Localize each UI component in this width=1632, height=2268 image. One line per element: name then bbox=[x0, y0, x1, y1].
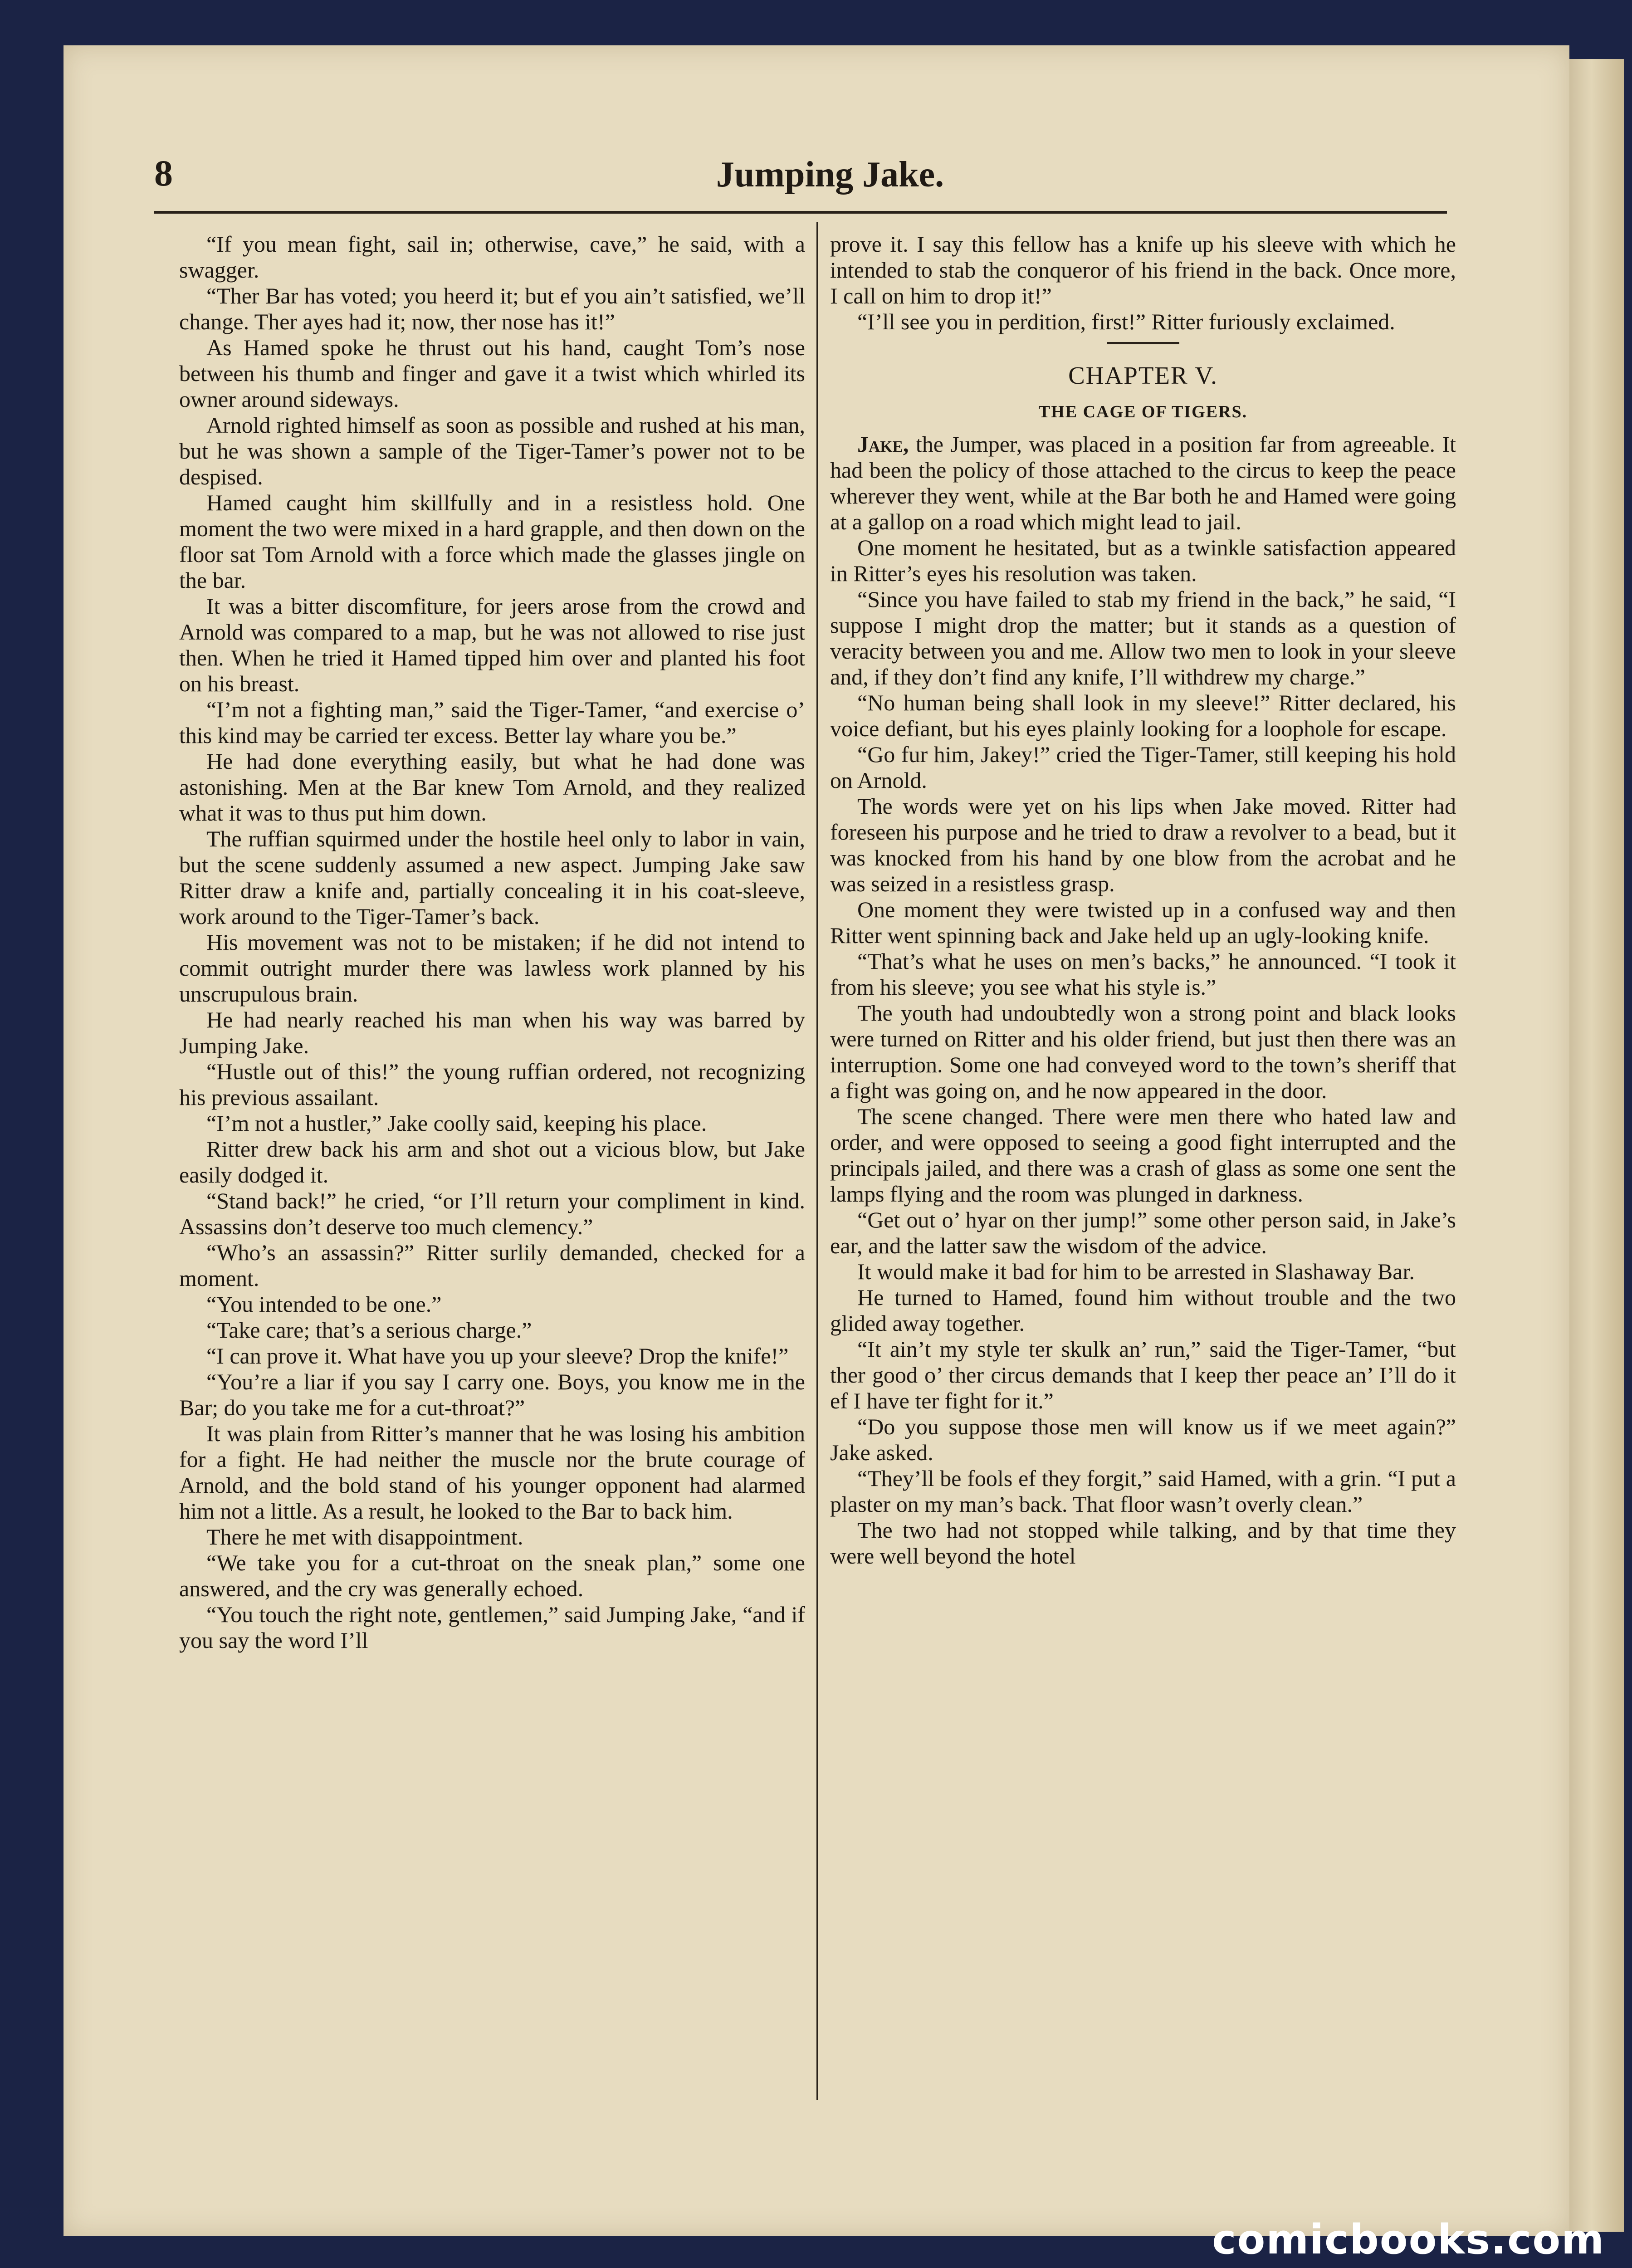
paragraph: Ritter drew back his arm and shot out a vicious blow, but Jake easily dodged it. bbox=[179, 1136, 805, 1188]
paragraph: “If you mean fight, sail in; otherwise, cave,” he said, with a swagger. bbox=[179, 231, 805, 283]
paragraph: “Do you suppose those men will know us if we meet again?” Jake asked. bbox=[830, 1414, 1456, 1465]
paragraph: Arnold righted himself as soon as possible and rushed at his man, but he was shown a sample of the Tiger-Tamer’s power not to be despised. bbox=[179, 412, 805, 489]
paragraph: Hamed caught him skillfully and in a resistless hold. One moment the two were mixed in a hard grapple, and then down on the floor sat Tom Arnold with a force which made the glasses jingle on the bar. bbox=[179, 490, 805, 593]
column-divider bbox=[816, 222, 818, 2100]
paragraph: It was a bitter discomfiture, for jeers arose from the crowd and Arnold was compared to a map, but he was not allowed to rise just then. When he tried it Hamed tipped him over and planted his foot on his breast. bbox=[179, 593, 805, 696]
chapter-opening-text: the Jumper, was placed in a position far from agreeable. It had been the policy of those attached to the circus to keep the peace wherever they went, while at the Bar both he and Hamed were going at a gallop on a road which might lead to jail. bbox=[830, 431, 1456, 534]
paragraph: His movement was not to be mistaken; if he did not intend to commit outright murder there was lawless work planned by his unscrupulous brain. bbox=[179, 929, 805, 1007]
paragraph: The ruffian squirmed under the hostile heel only to labor in vain, but the scene suddenly assumed a new aspect. Jumping Jake saw Ritter draw a knife and, partially concealing it in his coat-sleeve, work around to the Tiger-Tamer’s back. bbox=[179, 826, 805, 929]
paragraph: prove it. I say this fellow has a knife up his sleeve with which he intended to stab the conqueror of his friend in the back. Once more, I call on him to drop it!” bbox=[830, 231, 1456, 308]
paragraph: “You touch the right note, gentlemen,” said Jumping Jake, “and if you say the word I’ll bbox=[179, 1602, 805, 1653]
paragraph: “Hustle out of this!” the young ruffian ordered, not recognizing his previous assailant. bbox=[179, 1059, 805, 1110]
paragraph: It would make it bad for him to be arrested in Slashaway Bar. bbox=[857, 1259, 1415, 1284]
paragraph: “Stand back!” he cried, “or I’ll return your compliment in kind. Assassins don’t deserve too much clemency.” bbox=[179, 1188, 805, 1239]
book-spine bbox=[1569, 59, 1624, 2232]
paragraph: One moment he hesitated, but as a twinkle satisfaction appeared in Ritter’s eyes his resolution was taken. bbox=[830, 535, 1456, 586]
paragraph: He had done everything easily, but what he had done was astonishing. Men at the Bar knew Tom Arnold, and they realized what it was to thus put him down. bbox=[179, 748, 805, 826]
header-rule bbox=[154, 211, 1447, 214]
paragraph: “That’s what he uses on men’s backs,” he announced. “I took it from his sleeve; you see what his style is.” bbox=[830, 948, 1456, 1000]
paragraph: “They’ll be fools ef they forgit,” said Hamed, with a grin. “I put a plaster on my man’s back. That floor wasn’t overly clean.” bbox=[830, 1466, 1456, 1517]
section-rule bbox=[1107, 342, 1179, 344]
chapter-subtitle: THE CAGE OF TIGERS. bbox=[1038, 402, 1248, 421]
paragraph: As Hamed spoke he thrust out his hand, caught Tom’s nose between his thumb and finger and gave it a twist which whirled its owner around sideways. bbox=[179, 335, 805, 412]
page-number: 8 bbox=[154, 152, 173, 194]
paragraph: There he met with disappointment. bbox=[206, 1524, 523, 1549]
paragraph: One moment they were twisted up in a confused way and then Ritter went spinning back and Jake held up an ugly-looking knife. bbox=[830, 897, 1456, 948]
running-title: Jumping Jake. bbox=[716, 155, 944, 195]
paragraph: “We take you for a cut-throat on the sneak plan,” some one answered, and the cry was generally echoed. bbox=[179, 1550, 805, 1601]
paragraph: “Get out o’ hyar on ther jump!” some other person said, in Jake’s ear, and the latter saw the wisdom of the advice. bbox=[830, 1207, 1456, 1258]
site-watermark: comicbooks.com bbox=[1212, 2216, 1605, 2263]
paragraph: “No human being shall look in my sleeve!” Ritter declared, his voice defiant, but his eyes plainly looking for a loophole for escape. bbox=[830, 690, 1456, 741]
chapter-first-word: Jake, bbox=[857, 431, 909, 457]
left-column bbox=[179, 231, 805, 1653]
paragraph: “I’ll see you in perdition, first!” Ritter furiously exclaimed. bbox=[857, 309, 1395, 334]
paragraph: The two had not stopped while talking, and by that time they were well beyond the hotel bbox=[830, 1517, 1456, 1569]
paragraph: “I’m not a fighting man,” said the Tiger-Tamer, “and exercise o’ this kind may be carried ter excess. Better lay whare you be.” bbox=[179, 697, 805, 748]
right-column bbox=[830, 231, 1456, 1569]
chapter-title: CHAPTER V. bbox=[1068, 362, 1218, 389]
paragraph: “Go fur him, Jakey!” cried the Tiger-Tamer, still keeping his hold on Arnold. bbox=[830, 742, 1456, 793]
paragraph: “Since you have failed to stab my friend in the back,” he said, “I suppose I might drop the matter; but it stands as a question of veracity between you and me. Allow two men to look in your sleeve and, if they don’t find any knife, I’ll withdrew my charge.” bbox=[830, 587, 1456, 689]
paragraph: “Who’s an assassin?” Ritter surlily demanded, checked for a moment. bbox=[179, 1240, 805, 1291]
paragraph: The scene changed. There were men there who hated law and order, and were opposed to seeing a good fight interrupted and the principals jailed, and there was a crash of glass as some one sent the lamps flying and the room was plunged in darkness. bbox=[830, 1104, 1456, 1207]
paragraph: “It ain’t my style ter skulk an’ run,” said the Tiger-Tamer, “but ther good o’ ther circus demands that I keep ther peace an’ I’ll do it ef I have ter fight for it.” bbox=[830, 1336, 1456, 1413]
paragraph: “I can prove it. What have you up your sleeve? Drop the knife!” bbox=[206, 1343, 789, 1369]
paragraph: The youth had undoubtedly won a strong point and black looks were turned on Ritter and his older friend, but just then there was an interruption. Some one had conveyed word to the town’s sheriff that a fight was going on, and he now appeared in the door. bbox=[830, 1000, 1456, 1103]
chapter-opening-paragraph bbox=[830, 431, 1456, 535]
paragraph: “Take care; that’s a serious charge.” bbox=[206, 1317, 532, 1343]
paragraph: It was plain from Ritter’s manner that he was losing his ambition for a fight. He had neither the muscle nor the brute courage of Arnold, and the bold stand of his younger opponent had alarmed him not a little. As a result, he looked to the Bar to back him. bbox=[179, 1421, 805, 1524]
paragraph: He had nearly reached his man when his way was barred by Jumping Jake. bbox=[179, 1007, 805, 1058]
paragraph: “I’m not a hustler,” Jake coolly said, keeping his place. bbox=[206, 1110, 707, 1136]
paragraph: The words were yet on his lips when Jake moved. Ritter had foreseen his purpose and he tried to draw a revolver to a bead, but it was knocked from his hand by one blow from the acrobat and he was seized in a resistless grasp. bbox=[830, 793, 1456, 896]
paragraph: He turned to Hamed, found him without trouble and the two glided away together. bbox=[830, 1285, 1456, 1336]
paragraph: “You intended to be one.” bbox=[206, 1291, 442, 1317]
paragraph: “You’re a liar if you say I carry one. Boys, you know me in the Bar; do you take me for a cut-throat?” bbox=[179, 1369, 805, 1420]
paragraph: “Ther Bar has voted; you heerd it; but ef you ain’t satisfied, we’ll change. Ther ayes had it; now, ther nose has it!” bbox=[179, 283, 805, 334]
